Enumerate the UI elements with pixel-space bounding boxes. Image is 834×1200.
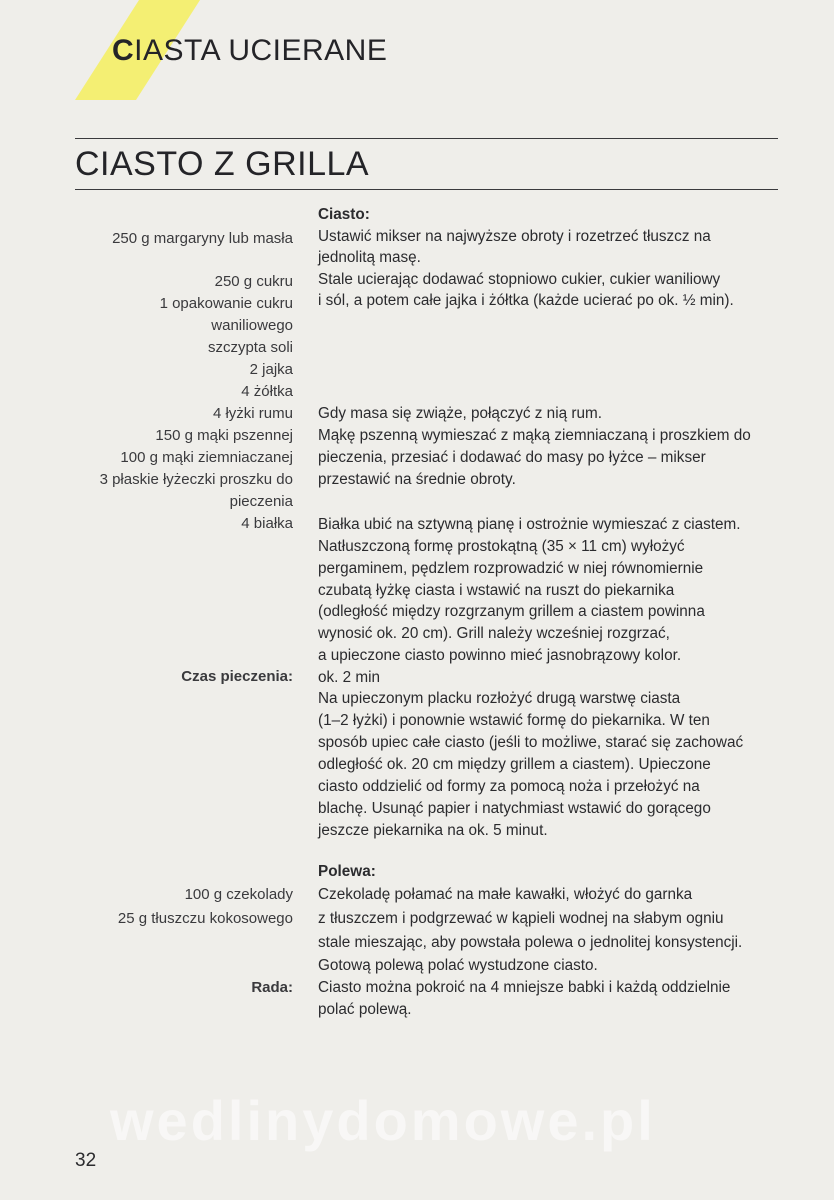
instruction-line: Stale ucierając dodawać stopniowo cukier, cukier waniliowy: [318, 271, 721, 288]
instruction-line: pergaminem, pędzlem rozprowadzić w niej równomiernie: [318, 560, 704, 577]
watermark: wedlinydomowe.pl: [110, 1089, 656, 1152]
instruction-line: polać polewą.: [318, 1001, 412, 1018]
ingredient: 100 g czekolady: [184, 886, 293, 903]
instruction-line: i sól, a potem całe jajka i żółtka (każde ucierać po ok. ½ min).: [318, 292, 734, 309]
ingredient: 4 żółtka: [241, 383, 293, 400]
instruction-line: Gotową polewą polać wystudzone ciasto.: [318, 957, 598, 974]
instruction-line: czubatą łyżkę ciasta i wstawić na ruszt do piekarnika: [318, 582, 675, 599]
tip-label: Rada:: [251, 979, 293, 996]
baking-time-value: ok. 2 min: [318, 669, 381, 686]
glaze-heading: Polewa:: [318, 863, 376, 880]
instruction-line: ciasto oddzielić od formy za pomocą noża i przełożyć na: [318, 778, 700, 795]
section-title-initial: C: [112, 34, 135, 67]
instruction-line: Na upieczonym placku rozłożyć drugą warstwę ciasta: [318, 690, 681, 707]
instruction-line: sposób upiec całe ciasto (jeśli to możliwe, starać się zachować: [318, 734, 744, 751]
instruction-line: Natłuszczoną formę prostokątną (35 × 11 cm) wyłożyć: [318, 538, 685, 555]
instruction-line: Białka ubić na sztywną pianę i ostrożnie wymieszać z ciastem.: [318, 516, 741, 533]
ingredient: 25 g tłuszczu kokosowego: [117, 910, 293, 927]
instruction-line: odległość ok. 20 cm między grillem a ciastem). Upieczone: [318, 756, 711, 773]
section-title: [112, 34, 387, 68]
ingredient: 100 g mąki ziemniaczanej: [120, 449, 293, 466]
instruction-line: przestawić na średnie obroty.: [318, 471, 516, 488]
instruction-line: pieczenia, przesiać i dodawać do masy po łyżce – mikser: [318, 449, 706, 466]
instruction-line: Ustawić mikser na najwyższe obroty i rozetrzeć tłuszcz na: [318, 228, 711, 245]
baking-time-label: Czas pieczenia:: [181, 668, 293, 685]
ingredient: 4 białka: [241, 515, 293, 532]
ingredient: pieczenia: [229, 493, 293, 510]
instruction-line: Gdy masa się zwiąże, połączyć z nią rum.: [318, 405, 602, 422]
instruction-line: blachę. Usunąć papier i natychmiast wstawić do gorącego: [318, 800, 711, 817]
page-number: 32: [75, 1150, 97, 1171]
ingredient: 2 jajka: [249, 361, 293, 378]
ingredient: waniliowego: [211, 317, 293, 334]
recipe-title: CIASTO Z GRILLA: [75, 145, 370, 183]
instruction-line: Ciasto można pokroić na 4 mniejsze babki i każdą oddzielnie: [318, 979, 731, 996]
ingredient: 3 płaskie łyżeczki proszku do: [99, 471, 293, 488]
ingredient: szczypta soli: [207, 339, 293, 356]
ingredient: 250 g cukru: [214, 273, 293, 290]
title-rule-top: [75, 138, 778, 139]
instruction-line: stale mieszając, aby powstała polewa o jednolitej konsystencji.: [318, 934, 743, 951]
ingredient: 4 łyżki rumu: [212, 405, 293, 422]
section-title-rest: IASTA UCIERANE: [134, 34, 388, 67]
instruction-line: Czekoladę połamać na małe kawałki, włożyć do garnka: [318, 886, 693, 903]
instruction-line: jeszcze piekarnika na ok. 5 minut.: [318, 822, 548, 839]
instruction-line: Mąkę pszenną wymieszać z mąką ziemniaczaną i proszkiem do: [318, 427, 751, 444]
instruction-line: jednolitą masę.: [318, 249, 421, 266]
title-rule-bottom: [75, 189, 778, 190]
instruction-line: wynosić ok. 20 cm). Grill należy wcześniej rozgrzać,: [318, 625, 670, 642]
instruction-line: (odległość między rozgrzanym grillem a ciastem powinna: [318, 603, 705, 620]
ingredient: 250 g margaryny lub masła: [112, 230, 293, 247]
dough-heading: Ciasto:: [318, 206, 370, 223]
ingredient: 150 g mąki pszennej: [155, 427, 293, 444]
instruction-line: a upieczone ciasto powinno mieć jasnobrązowy kolor.: [318, 647, 682, 664]
instruction-line: z tłuszczem i podgrzewać w kąpieli wodnej na słabym ogniu: [318, 910, 724, 927]
ingredient: 1 opakowanie cukru: [159, 295, 293, 312]
instruction-line: (1–2 łyżki) i ponownie wstawić formę do piekarnika. W ten: [318, 712, 710, 729]
